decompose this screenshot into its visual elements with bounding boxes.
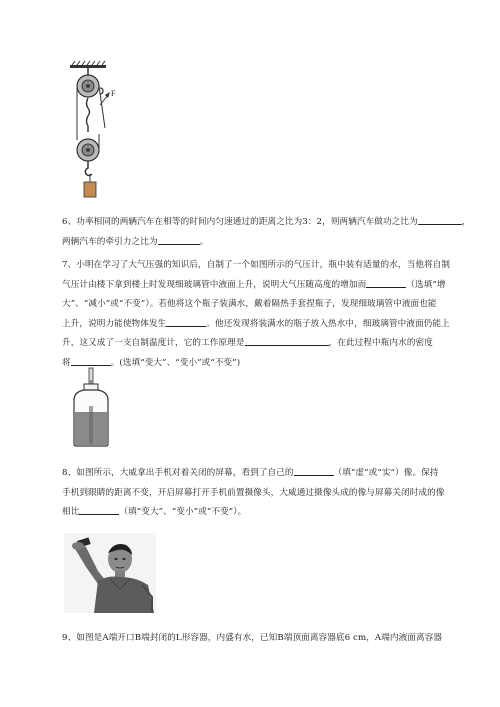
question-6 bbox=[62, 213, 482, 252]
q8-blank-2[interactable] bbox=[79, 504, 119, 515]
q7-line-4: 上升，说明力能使物体发生 。他还发现将装满水的瓶子放入热水中，细玻璃管中液面仍能上 bbox=[62, 315, 482, 335]
question-8 bbox=[62, 464, 482, 523]
question-7 bbox=[62, 256, 482, 373]
q6-blank-2[interactable] bbox=[158, 234, 200, 245]
pulley-figure bbox=[60, 58, 130, 208]
movable-pulley bbox=[77, 139, 99, 161]
q6-line-1: 6、功率相同的两辆汽车在相等的时间内匀速通过的距离之比为3：2，则两辆汽车做功之比为 ， bbox=[62, 213, 482, 233]
q7-line-5: 升，这又成了一支自制温度计，它的工作原理是 ，在此过程中瓶内水的密度 bbox=[62, 334, 482, 354]
question-9 bbox=[62, 629, 482, 649]
force-label: F bbox=[111, 89, 116, 98]
q6-blank-1[interactable] bbox=[418, 214, 462, 225]
person-with-phone-photo bbox=[64, 533, 156, 613]
q8-line-3: 相比 （填“变大”、“变小”或“不变”）。 bbox=[62, 503, 482, 523]
ceiling-bar bbox=[70, 65, 106, 68]
q9-line-1: 9、如图是A端开口B端封闭的L形容器，内盛有水，已知B端顶面离容器底6 cm，A端内液面离容器 bbox=[62, 633, 443, 643]
q7-blank-2[interactable] bbox=[166, 316, 206, 327]
torso bbox=[94, 577, 154, 614]
q7-blank-1[interactable] bbox=[366, 277, 406, 288]
q7-line-2: 气压计由楼下拿到楼上时发现细玻璃管中液面上升，说明大气压随高度的增加而 （选填“增 bbox=[62, 276, 482, 296]
barometer-bottle-figure bbox=[68, 366, 118, 452]
q8-line-2: 手机到眼睛的距离不变，开启屏幕打开手机前置摄像头，大威通过摄像头成的像与屏幕关闭时成的像 bbox=[62, 487, 445, 498]
q7-line-3: 大”、“减小”或“不变”）。若他将这个瓶子装满水，戴着隔热手套捏瓶子，发现细玻璃管中液面也能 bbox=[62, 299, 437, 309]
q6-line-2: 两辆汽车的牵引力之比为 。 bbox=[62, 233, 482, 253]
weight-block bbox=[84, 182, 96, 197]
fixed-pulley bbox=[77, 75, 99, 97]
q7-line-1: 7、小明在学习了大气压强的知识后，自制了一个如图所示的气压计，瓶中装有适量的水，当他将自制 bbox=[62, 260, 451, 270]
q7-blank-3[interactable] bbox=[245, 335, 329, 346]
q7-blank-4[interactable] bbox=[71, 355, 111, 366]
q8-blank-1[interactable] bbox=[294, 465, 334, 476]
q8-line-1: 8、如图所示，大威拿出手机对着关闭的屏幕，看到了自己的 （填“虚”或“实”）像。保持 bbox=[62, 464, 482, 484]
q7-line-6: 将 。(选填“变大”、“变小”或“不变”) bbox=[62, 354, 482, 374]
ceiling-hatch bbox=[72, 61, 105, 65]
